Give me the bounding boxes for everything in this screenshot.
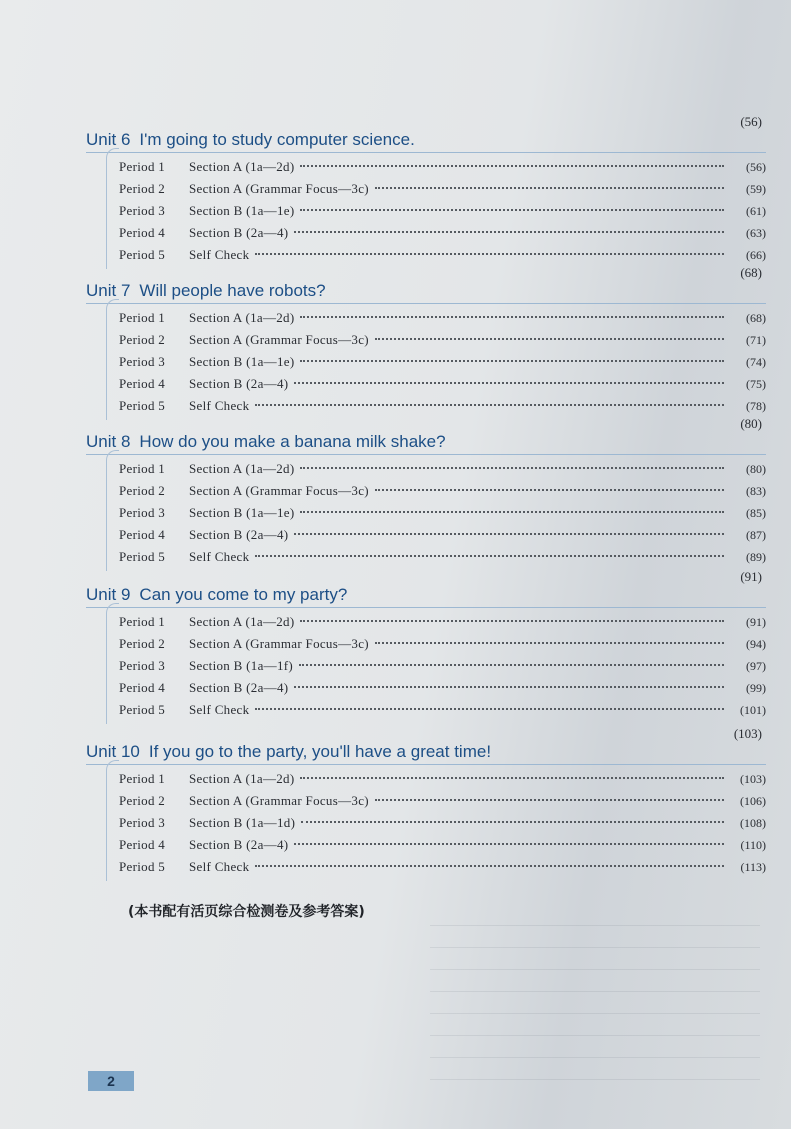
unit-number: Unit 10 bbox=[86, 742, 140, 761]
unit-title bbox=[86, 281, 326, 301]
unit-rule bbox=[86, 607, 766, 609]
period-section: Section A (1a—2d) bbox=[189, 461, 295, 476]
period-section: Self Check bbox=[189, 247, 250, 262]
unit-heading bbox=[86, 726, 766, 766]
period-page-number: (63) bbox=[746, 226, 766, 240]
period-row[interactable] bbox=[119, 178, 766, 200]
dot-leader bbox=[255, 252, 724, 255]
period-section: Section B (2a—4) bbox=[189, 680, 289, 695]
dot-leader bbox=[300, 510, 724, 513]
dot-leader bbox=[255, 707, 724, 710]
period-list bbox=[119, 307, 766, 417]
period-section: Section A (1a—2d) bbox=[189, 159, 295, 174]
book-note: (本书配有活页综合检测卷及参考答案) bbox=[128, 904, 365, 920]
unit-rule bbox=[86, 764, 766, 766]
period-section: Section B (1a—1e) bbox=[189, 354, 295, 369]
period-page-number: (83) bbox=[746, 484, 766, 498]
unit-number: Unit 6 bbox=[86, 130, 131, 149]
bleed-through-shadow bbox=[430, 920, 760, 1080]
unit-number: Unit 9 bbox=[86, 585, 131, 604]
toc-unit bbox=[86, 569, 766, 721]
period-list bbox=[119, 611, 766, 721]
period-row[interactable] bbox=[119, 856, 766, 878]
period-label: Period 5 bbox=[119, 859, 166, 874]
toc-unit bbox=[86, 114, 766, 266]
period-row[interactable] bbox=[119, 699, 766, 721]
period-label: Period 5 bbox=[119, 549, 166, 564]
unit-page-number: (103) bbox=[733, 726, 762, 741]
period-row[interactable] bbox=[119, 329, 766, 351]
period-page-number: (99) bbox=[746, 681, 766, 695]
dot-leader bbox=[300, 164, 724, 167]
period-page-number: (59) bbox=[746, 182, 766, 196]
period-row[interactable] bbox=[119, 200, 766, 222]
period-section: Section A (Grammar Focus—3c) bbox=[189, 793, 369, 808]
period-list bbox=[119, 768, 766, 878]
period-page-number: (91) bbox=[746, 615, 766, 629]
unit-bracket bbox=[106, 450, 119, 571]
period-list bbox=[119, 156, 766, 266]
page-number: 2 bbox=[88, 1071, 134, 1091]
dot-leader bbox=[294, 230, 724, 233]
dot-leader bbox=[300, 776, 724, 779]
period-row[interactable] bbox=[119, 768, 766, 790]
period-section: Section B (2a—4) bbox=[189, 376, 289, 391]
period-label: Period 1 bbox=[119, 310, 166, 325]
unit-title bbox=[86, 130, 415, 150]
period-row[interactable] bbox=[119, 244, 766, 266]
period-page-number: (66) bbox=[746, 248, 766, 262]
period-label: Period 4 bbox=[119, 837, 166, 852]
dot-leader bbox=[294, 685, 724, 688]
period-section: Self Check bbox=[189, 549, 250, 564]
toc-unit bbox=[86, 265, 766, 417]
period-list bbox=[119, 458, 766, 568]
period-section: Self Check bbox=[189, 859, 250, 874]
period-label: Period 4 bbox=[119, 680, 166, 695]
period-row[interactable] bbox=[119, 655, 766, 677]
toc-unit bbox=[86, 726, 766, 878]
period-label: Period 4 bbox=[119, 225, 166, 240]
period-page-number: (71) bbox=[746, 333, 766, 347]
period-label: Period 1 bbox=[119, 159, 166, 174]
period-row[interactable] bbox=[119, 677, 766, 699]
period-row[interactable] bbox=[119, 790, 766, 812]
dot-leader bbox=[375, 186, 724, 189]
unit-page-number: (91) bbox=[740, 569, 762, 584]
dot-leader bbox=[375, 798, 724, 801]
period-label: Period 2 bbox=[119, 483, 166, 498]
unit-heading bbox=[86, 265, 766, 305]
period-label: Period 3 bbox=[119, 815, 166, 830]
unit-number: Unit 8 bbox=[86, 432, 131, 451]
period-page-number: (74) bbox=[746, 355, 766, 369]
period-row[interactable] bbox=[119, 633, 766, 655]
period-page-number: (78) bbox=[746, 399, 766, 413]
period-label: Period 3 bbox=[119, 354, 166, 369]
dot-leader bbox=[255, 554, 724, 557]
dot-leader bbox=[375, 488, 724, 491]
period-section: Section B (2a—4) bbox=[189, 837, 289, 852]
period-section: Section A (Grammar Focus—3c) bbox=[189, 181, 369, 196]
unit-page-number: (56) bbox=[740, 114, 762, 129]
period-page-number: (94) bbox=[746, 637, 766, 651]
period-label: Period 5 bbox=[119, 702, 166, 717]
dot-leader bbox=[299, 663, 724, 666]
unit-title bbox=[86, 585, 347, 605]
unit-bracket bbox=[106, 299, 119, 420]
period-page-number: (80) bbox=[746, 462, 766, 476]
period-row[interactable] bbox=[119, 156, 766, 178]
dot-leader bbox=[300, 619, 724, 622]
period-page-number: (68) bbox=[746, 311, 766, 325]
period-page-number: (103) bbox=[740, 772, 766, 786]
period-page-number: (87) bbox=[746, 528, 766, 542]
unit-heading bbox=[86, 416, 766, 456]
unit-heading bbox=[86, 114, 766, 154]
period-row[interactable] bbox=[119, 373, 766, 395]
period-section: Section B (1a—1d) bbox=[189, 815, 296, 830]
dot-leader bbox=[300, 359, 724, 362]
period-label: Period 2 bbox=[119, 181, 166, 196]
period-row[interactable] bbox=[119, 351, 766, 373]
unit-page-number: (68) bbox=[740, 265, 762, 280]
dot-leader bbox=[300, 315, 724, 318]
period-section: Section A (1a—2d) bbox=[189, 310, 295, 325]
unit-title-text: How do you make a banana milk shake? bbox=[139, 432, 446, 451]
period-label: Period 2 bbox=[119, 332, 166, 347]
unit-page-number: (80) bbox=[740, 416, 762, 431]
period-section: Section B (1a—1e) bbox=[189, 505, 295, 520]
period-row[interactable] bbox=[119, 524, 766, 546]
unit-heading bbox=[86, 569, 766, 609]
period-section: Section A (Grammar Focus—3c) bbox=[189, 332, 369, 347]
dot-leader bbox=[300, 466, 724, 469]
period-section: Section A (Grammar Focus—3c) bbox=[189, 636, 369, 651]
dot-leader bbox=[375, 641, 724, 644]
unit-title-text: If you go to the party, you'll have a great time! bbox=[148, 742, 492, 761]
period-label: Period 4 bbox=[119, 376, 166, 391]
unit-title-text: I'm going to study computer science. bbox=[139, 130, 415, 149]
dot-leader bbox=[294, 842, 724, 845]
unit-bracket bbox=[106, 148, 119, 269]
period-page-number: (101) bbox=[740, 703, 766, 717]
period-row[interactable] bbox=[119, 812, 766, 834]
period-row[interactable] bbox=[119, 834, 766, 856]
period-section: Section B (1a—1e) bbox=[189, 203, 295, 218]
unit-title-text: Will people have robots? bbox=[139, 281, 326, 300]
period-section: Section B (2a—4) bbox=[189, 225, 289, 240]
dot-leader bbox=[294, 532, 724, 535]
dot-leader bbox=[375, 337, 724, 340]
period-section: Self Check bbox=[189, 702, 250, 717]
unit-rule bbox=[86, 454, 766, 456]
toc-unit bbox=[86, 416, 766, 568]
period-section: Section B (1a—1f) bbox=[189, 658, 294, 673]
period-section: Section B (2a—4) bbox=[189, 527, 289, 542]
unit-title-text: Can you come to my party? bbox=[139, 585, 348, 604]
unit-bracket bbox=[106, 603, 119, 724]
period-label: Period 5 bbox=[119, 398, 166, 413]
period-label: Period 5 bbox=[119, 247, 166, 262]
period-label: Period 3 bbox=[119, 203, 166, 218]
period-section: Self Check bbox=[189, 398, 250, 413]
period-page-number: (85) bbox=[746, 506, 766, 520]
unit-title bbox=[86, 742, 491, 762]
period-label: Period 1 bbox=[119, 771, 166, 786]
dot-leader bbox=[301, 820, 724, 823]
period-section: Section A (Grammar Focus—3c) bbox=[189, 483, 369, 498]
period-row[interactable] bbox=[119, 395, 766, 417]
period-row[interactable] bbox=[119, 611, 766, 633]
period-label: Period 2 bbox=[119, 636, 166, 651]
period-page-number: (61) bbox=[746, 204, 766, 218]
unit-rule bbox=[86, 152, 766, 154]
period-page-number: (108) bbox=[740, 816, 766, 830]
period-row[interactable] bbox=[119, 458, 766, 480]
dot-leader bbox=[255, 864, 724, 867]
period-row[interactable] bbox=[119, 222, 766, 244]
dot-leader bbox=[255, 403, 724, 406]
period-page-number: (110) bbox=[740, 838, 766, 852]
period-row[interactable] bbox=[119, 480, 766, 502]
period-section: Section A (1a—2d) bbox=[189, 614, 295, 629]
period-page-number: (75) bbox=[746, 377, 766, 391]
unit-rule bbox=[86, 303, 766, 305]
unit-title bbox=[86, 432, 446, 452]
period-row[interactable] bbox=[119, 546, 766, 568]
unit-number: Unit 7 bbox=[86, 281, 131, 300]
period-label: Period 1 bbox=[119, 461, 166, 476]
unit-bracket bbox=[106, 760, 119, 881]
dot-leader bbox=[300, 208, 724, 211]
period-page-number: (56) bbox=[746, 160, 766, 174]
period-page-number: (97) bbox=[746, 659, 766, 673]
period-label: Period 3 bbox=[119, 658, 166, 673]
period-row[interactable] bbox=[119, 307, 766, 329]
period-row[interactable] bbox=[119, 502, 766, 524]
period-section: Section A (1a—2d) bbox=[189, 771, 295, 786]
period-label: Period 3 bbox=[119, 505, 166, 520]
period-page-number: (106) bbox=[740, 794, 766, 808]
period-label: Period 2 bbox=[119, 793, 166, 808]
period-page-number: (113) bbox=[740, 860, 766, 874]
period-label: Period 4 bbox=[119, 527, 166, 542]
period-label: Period 1 bbox=[119, 614, 166, 629]
dot-leader bbox=[294, 381, 724, 384]
period-page-number: (89) bbox=[746, 550, 766, 564]
